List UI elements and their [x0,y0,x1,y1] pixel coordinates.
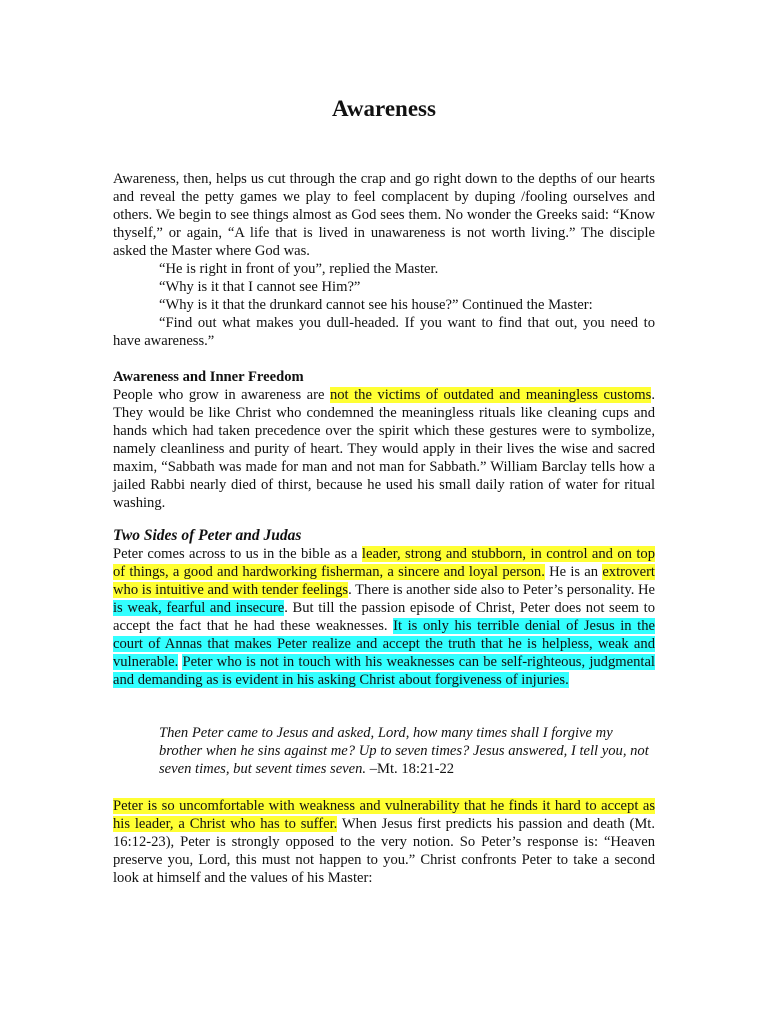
dialogue-line: “Why is it that I cannot see Him?” [159,279,361,295]
closing-section [113,797,655,887]
yellow-highlight: extrovert who is intuitive and with tender feelings [113,564,655,598]
text-run: People who grow in awareness are [113,387,330,403]
cyan-highlight: is weak, fearful and insecure [113,600,285,616]
yellow-highlight: not the victims of outdated and meaningless customs [329,387,652,403]
text-run: . There is another side also to Peter’s personality. He [348,582,656,598]
text-run: . They would be like Christ who condemned the meaningless rituals like cleaning cups and hands which had taken precedence over the spirit which these gestures were to symbolize, namely cleanliness and purity of heart. They would apply in their lives the wise and sacred maxim, “Sabbath was made for man and not man for Sabbath.” William Barclay tells how a jailed Rabbi nearly died of thirst, because he used his small daily ration of water for ritual washing. [113,387,655,511]
scripture-quote [159,724,655,778]
text-run: When Jesus first predicts his passion and death (Mt. 16:12-23), Peter is strongly opposed to the very notion. So Peter’s response is: “Heaven preserve you, Lord, this must not happen to you.” Christ confronts Peter to take a second look at himself and the values of his Master: [113,816,656,886]
text-run: He is an [544,564,603,580]
cyan-highlight: It is only his terrible denial of Jesus in the court of Annas that makes Peter realize and accept the truth that he is helpless, weak and vulnerable. [113,618,655,670]
yellow-highlight: Peter is so uncomfortable with weakness and vulnerability that he finds it hard to accept as his leader, a Christ who has to suffer. [113,798,655,832]
closing-paragraph [113,797,655,887]
intro-paragraph: Awareness, then, helps us cut through the crap and go right down to the depths of our hearts and reveal the petty games we play to feel complacent by duping /fooling ourselves and others. We begin to see things almost as God sees them. No wonder the Greeks said: “Know thyself,” or again, “A life that is lived in unawareness is not worth living.” The disciple asked the Master where God was. [113,171,655,259]
dialogue-line: “Why is it that the drunkard cannot see his house?” Continued the Master: [159,297,593,313]
text-run: . But till the passion episode of Christ, Peter does not seem to accept the fact that he had these weaknesses. [113,600,655,634]
section-heading: Awareness and Inner Freedom [113,369,304,385]
section-paragraph [113,545,655,689]
dialogue-line: “He is right in front of you”, replied the Master. [159,261,439,277]
dialogue-line: “Find out what makes you dull-headed. If you want to find that out, you need to have awareness.” [113,315,655,349]
section-awareness-freedom [113,368,655,512]
cyan-highlight: Peter who is not in touch with his weaknesses can be self-righteous, judgmental and demanding as is evident in his asking Christ about forgiveness of injuries. [113,654,655,688]
quote-text [159,724,655,778]
page-title: Awareness [332,96,436,121]
quote-body: Then Peter came to Jesus and asked, Lord, how many times shall I forgive my brother when he sins against me? Up to seven times? Jesus answered, I tell you, not seven times, but sevent times seven. [159,725,649,777]
section-peter-judas [113,527,655,689]
yellow-highlight: leader, strong and stubborn, in control and on top of things, a good and hardworking fisherman, a sincere and loyal person. [113,546,655,580]
section-paragraph [113,386,655,512]
section-heading: Two Sides of Peter and Judas [113,527,302,544]
text-run: Peter comes across to us in the bible as a [113,546,362,562]
quote-reference: –Mt. 18:21-22 [366,761,455,777]
intro-section [113,170,655,350]
